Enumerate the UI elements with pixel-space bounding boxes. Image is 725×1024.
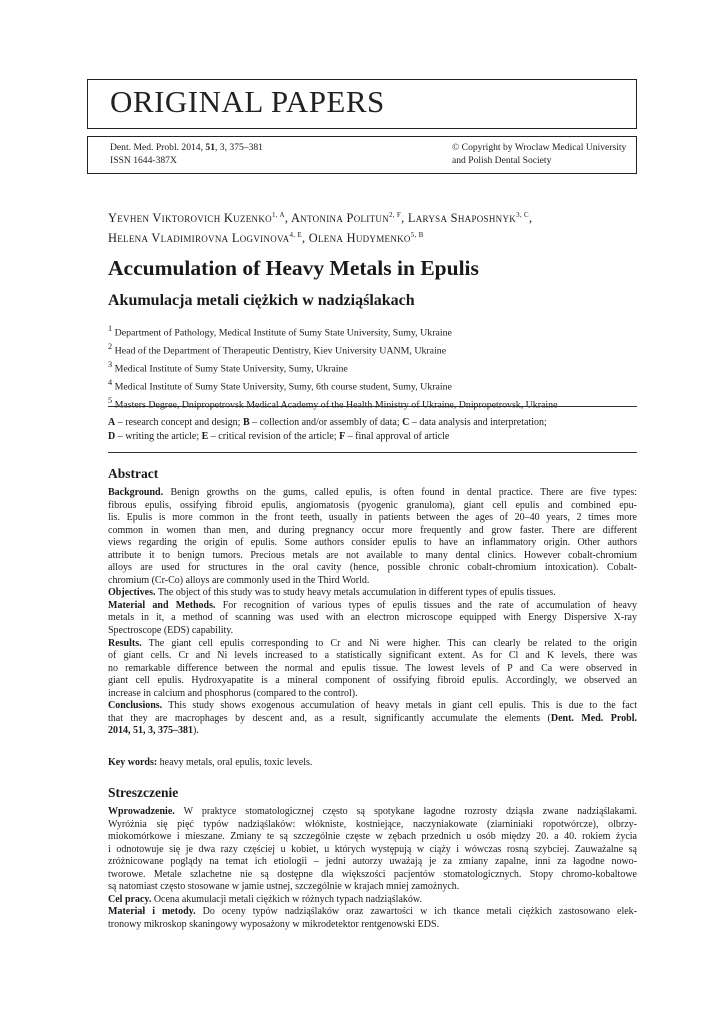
journal-issn: ISSN 1644-387X [110,155,177,166]
contrib-text: – collection and/or assembly of data; [249,417,403,428]
keywords-line [108,757,637,770]
journal-meta-box [87,136,637,174]
text-span: heavy metals, oral epulis, toxic levels. [157,757,313,768]
text-span: Benign growths on the gums, called epulis, is often found in dental practice. There are five types: [163,487,637,498]
copyright-block [452,141,626,167]
affiliation-text: Head of the Department of Therapeutic Dentistry, Kiev University UANM, Ukraine [114,345,447,357]
affiliation-text: Department of Pathology, Medical Institute of Sumy State University, Sumy, Ukraine [114,327,452,339]
citation-bold: Dent. Med. Probl. [550,712,637,724]
copyright-line-2: and Polish Dental Society [452,155,552,166]
text-span: The object of this study was to study heavy metals accumulation in different types of epulis tissues. [155,587,556,599]
author-sup: 4, E [289,231,302,240]
keywords-label: Key words: [108,757,158,768]
contrib-text: – data analysis and interpretation; [409,417,547,428]
keywords [108,757,637,770]
section-header-box [87,79,637,129]
author-name: Antonina Politun [290,211,389,226]
affiliation-text: Medical Institute of Sumy State University, Sumy, Ukraine [114,363,348,375]
text-span: Do oceny typów nadziąślaków oraz zawartości w ich tkance metali ciężkich zastosowano elek- [195,906,637,918]
abstract-line: common in women than men, and during pregnancy occur more frequently and grow faster. There are different [108,524,637,536]
streszczenie-body [108,806,637,931]
abstract-line: metals in it, a method of scanning was used with an electron microscope equipped with Energy Dispersive X-ray [108,612,637,624]
author-name: Olena Hudymenko [308,231,411,246]
author-sep: , [528,211,533,226]
author-sup: 1, A [271,211,285,219]
contributions [108,416,637,443]
author-sup: 2, F [389,211,402,219]
article-title-en: Accumulation of Heavy Metals in Epulis [108,256,479,280]
abstract-body [108,487,637,738]
affiliation-item [108,322,557,340]
background-label: Background. [108,487,164,498]
abstract-line [108,700,637,713]
abstract-line: no remarkable difference between the normal and epulis tissue. The lowest levels of P and Ca were observed in [108,662,637,674]
text-span: W praktyce stomatologicznej często są spotykane łagodne rozrosty dziąsła zwane nadziąślakami. [174,806,637,817]
contrib-text: – final approval of article [345,430,450,442]
author-sup: 3, C [516,211,529,219]
author-name: Helena Vladimirovna Logvinova [108,231,290,246]
affiliation-num: 2 [108,341,113,351]
cel-label: Cel pracy. [108,893,152,905]
affiliation-item [108,358,557,376]
objectives-label: Objectives. [108,587,156,599]
abstract-line: alloys are used for structures in the oral cavity (hence, possible chronic cobalt-chromium intoxication). Cobalt- [108,562,637,574]
affiliation-num: 3 [108,359,113,369]
text-span: The giant cell epulis corresponding to Cr and Ni were higher. This can clearly be related to the origin [141,637,637,649]
contrib-key: A [108,417,116,428]
author-sup: 5, B [410,231,424,240]
streszczenie-heading: Streszczenie [108,785,179,800]
contrib-text: – research concept and design; [115,417,243,428]
citation-volume: 51 [205,142,215,153]
contrib-key: C [402,417,410,428]
methods-label: Material and Methods. [108,599,216,611]
article-title-pl: Akumulacja metali ciężkich w nadziąślakach [108,292,415,309]
citation-suffix: , 3, 375–381 [215,142,263,153]
section-header-title: ORIGINAL PAPERS [110,84,385,119]
abstract-heading: Abstract [108,466,159,481]
streszczenie-line [108,894,637,907]
streszczenie-line: zróżnicowane poglądy na temat ich etiologii – jedni autorzy uważają je za zmiany zapalne, inni za łagodne nowo- [108,856,637,868]
abstract-line: giant cell epulis. Hydroxyapatite is a mineral component of ossifying fibroid epulis. Accordingly, we observed an [108,675,637,687]
results-label: Results. [108,637,142,649]
affiliation-item [108,394,557,412]
abstract-line: lis. Epulis is more common in the front teeth, usually in patients between the ages of 20–40 years, 2 times more [108,512,637,524]
copyright-line-1: © Copyright by Wroclaw Medical University [452,142,627,153]
author-sep: , [401,211,408,226]
author-sep: , [301,231,309,246]
abstract-line [108,713,637,726]
text-span: For recognition of various types of epulis tissues and the rate of accumulation of heavy [215,599,637,611]
abstract-line: views regarding the origin of epulis. Some authors consider epulis to have an inflammatory origin. Other authors [108,537,637,549]
abstract-line: Spectroscope (EDS) capability. [108,625,234,637]
citation-bold: 2014, 51, 3, 375–381 [108,725,193,737]
journal-citation [110,141,263,154]
text-span: Ocena akumulacji metali ciężkich w różnych typach nadziąślaków. [151,893,422,905]
abstract-line: increase in calcium and phosphorus (compared to the control). [108,687,358,699]
affiliation-text: Masters Degree, Dnipropetrovsk Medical Academy of the Health Ministry of Ukraine, Dnipropetrovsk, Ukraine [114,398,558,410]
affiliation-num: 1 [108,324,113,333]
wprowadzenie-label: Wprowadzenie. [108,806,175,817]
streszczenie-line: miokomórkowe i mieszane. Zmiany te są szczególnie częste w zębach przednich u osób między 20. a 40. rokiem życia [108,831,637,843]
affiliation-num: 4 [108,377,113,387]
contrib-key: B [242,417,250,428]
affiliation-text: Medical Institute of Sumy State University, Sumy, 6th course student, Sumy, Ukraine [114,380,452,392]
affiliation-item [108,376,557,394]
author-name: Larysa Shaposhnyk [407,211,517,226]
author-list [108,207,648,247]
affiliation-item [108,340,557,358]
abstract-line [108,638,637,651]
text-span: This study shows exogenous accumulation of heavy metals in giant cell epulis. This is due to the fact [162,700,637,712]
abstract-line [108,600,637,613]
conclusions-label: Conclusions. [108,700,163,712]
streszczenie-line: Wyróżnia się pięć typów nadziąślaków: włókniste, kostniejące, naczyniakowate (ziarniniaki ropotwórcze), olbrzy- [108,818,637,830]
citation-prefix: Dent. Med. Probl. 2014, [110,142,206,153]
text-span: that they are macrophages by descent and, as a result, significantly accumulate the elements ( [108,712,551,724]
author-name: Yevhen Viktorovich Kuzenko [108,211,272,226]
streszczenie-line [108,806,637,819]
streszczenie-line: tworowe. Metale szlachetne nie są dostępne dla większości pacjentów stomatologicznych. Stopy chromo-kobaltowe [108,868,637,880]
divider-top [108,406,637,407]
streszczenie-line: tronowy mikroskop skaningowy wyposażony w mikrodetektor rentgenowski EDS. [108,918,440,930]
divider-bottom [108,452,637,453]
streszczenie-line [108,906,637,919]
streszczenie-line: i odnotowuje się je dwa razy częściej u kobiet, u których występują w ciąży i wówczas rosną szybciej. Zauważalne są [108,843,637,855]
contrib-text: – writing the article; [115,430,202,442]
streszczenie-line: są natomiast często stosowane w jamie ustnej, szczególnie w krajach mniej zamożnych. [108,881,460,893]
contributions-line-2 [108,430,637,444]
abstract-line [108,587,637,600]
abstract-line: chromium (Cr-Co) alloys are commonly used in the Third World. [108,574,370,586]
contrib-text: – critical revision of the article; [208,430,340,442]
affiliations [108,322,557,411]
text-span: ). [193,725,199,737]
abstract-line: attribute it to benign tumors. Precious metals are not available to many dental clinics. However cobalt-chromium [108,549,637,561]
abstract-line [108,487,637,500]
journal-citation-block [110,141,263,167]
contributions-line-1 [108,416,637,430]
contrib-key: D [108,430,116,442]
affiliation-num: 5 [108,395,113,405]
abstract-line [108,725,637,738]
author-sep: , [284,211,291,226]
contrib-key: E [201,430,209,442]
material-label: Materiał i metody. [108,906,196,918]
contrib-key: F [339,430,346,442]
abstract-line: of giant cells. Cr and Ni levels increased to a statistically significant extent. As for Cl and K levels, there was [108,650,637,662]
abstract-line: fibrous epulis, ossifying fibroid epulis, angiomatosis (pyogenic granuloma), giant cell epulis and combined epu- [108,499,637,511]
